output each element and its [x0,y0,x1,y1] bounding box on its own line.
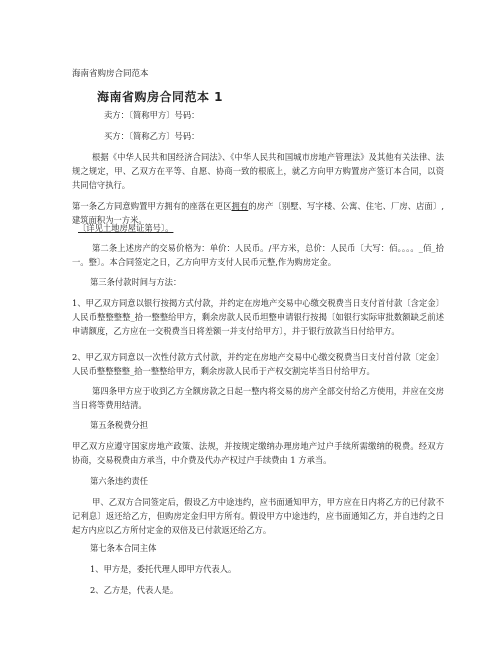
preamble-paragraph: 根据《中华人民共和国经济合同法》、《中华人民共和国城市房地产管理法》及其他有关法律、法规之规定，甲、乙双方在平等、自愿、协商一致的根底上，就乙方向甲方购置房产签订本合同，以资共同信守执行。 [72,152,444,190]
article-1-text-a: 第一条乙方同意购置甲方拥有的座落在更区 [72,201,232,211]
article-1-underlined: 拥有 [231,201,249,211]
article-1-note: 〔详见土地房屋证第号〕。 [78,223,174,233]
article-5-paragraph: 甲乙双方应遵守国家房地产政策、法规，并按规定缴纳办理房地产过户手续所需缴纳的税费。经双方协商，交易税费由方承当，中介费及代办产权过户手续费由 1 方承当。 [72,441,444,465]
article-2-paragraph: 第二条上述房产的交易价格为：单价：人民币。/平方米，总价：人民币〔大写：佰。。。。_佰_拾一。整〕。本合同签定之日，乙方向甲方支付人民币元整,作为购房定金。 [72,243,444,267]
party-2-line: 2、乙方是，代表人是。 [90,585,179,595]
clause-1-paragraph: 1、甲乙双方同意以银行按揭方式付款，并约定在房地产交易中心缴交税费当日支付首付款〔含定金〕人民币整整整整_拾一整整给甲方，剩余房款人民币坦整申请银行按揭〔如银行实际审批数额缺乏前述申请额度，乙方应在一交税费当日将差额一并支付给甲方〕，并于银行放款当日付给甲方。 [72,298,444,336]
document-title: 海南省购房合同范本 1 [97,90,224,104]
article-3-heading: 第三条付款时间与方法： [90,277,182,287]
clause-2-paragraph: 2、甲乙双方同意以一次性付款方式付款，并约定在房地产交易中心缴交税费当日支付首付款〔定金〕人民币整整整整_拾一整整给甲方，剩余房款人民币于产权交割完毕当日付给甲方。 [72,352,444,376]
party-1-line: 1、甲方是，委托代理人即甲方代表人。 [90,564,237,574]
article-6-heading: 第六条违约责任 [90,476,149,486]
buyer-line: 买方：〔简称乙方〕号码： [104,131,200,141]
article-7-heading: 第七条本合同主体 [90,543,157,553]
document-header: 海南省购房合同范本 [72,69,149,79]
article-6-paragraph: 甲、乙双方合同签定后，假设乙方中途违约，应书面通知甲方，甲方应在日内将乙方的已付款不记利息〕返还给乙方，但购房定金归甲方所有。假设甲方中途违约，应书面通知乙方，并自违约之日起方内应以乙方所付定金的双倍及已付款返还给乙方。 [72,497,444,535]
article-5-heading: 第五条税费分担 [90,420,149,430]
article-1-text-b: 的房产〔别墅、写字楼、公寓、住宅、厂房、店面〕,建筑面积为一方米。 [72,201,444,225]
seller-line: 卖方：〔简称甲方〕号码： [104,110,200,120]
article-4-paragraph: 第四条甲方应于收到乙方全额房款之日起一整内将交易的房产全部交付给乙方使用，并应在交房当日将等费用结清。 [72,386,444,410]
